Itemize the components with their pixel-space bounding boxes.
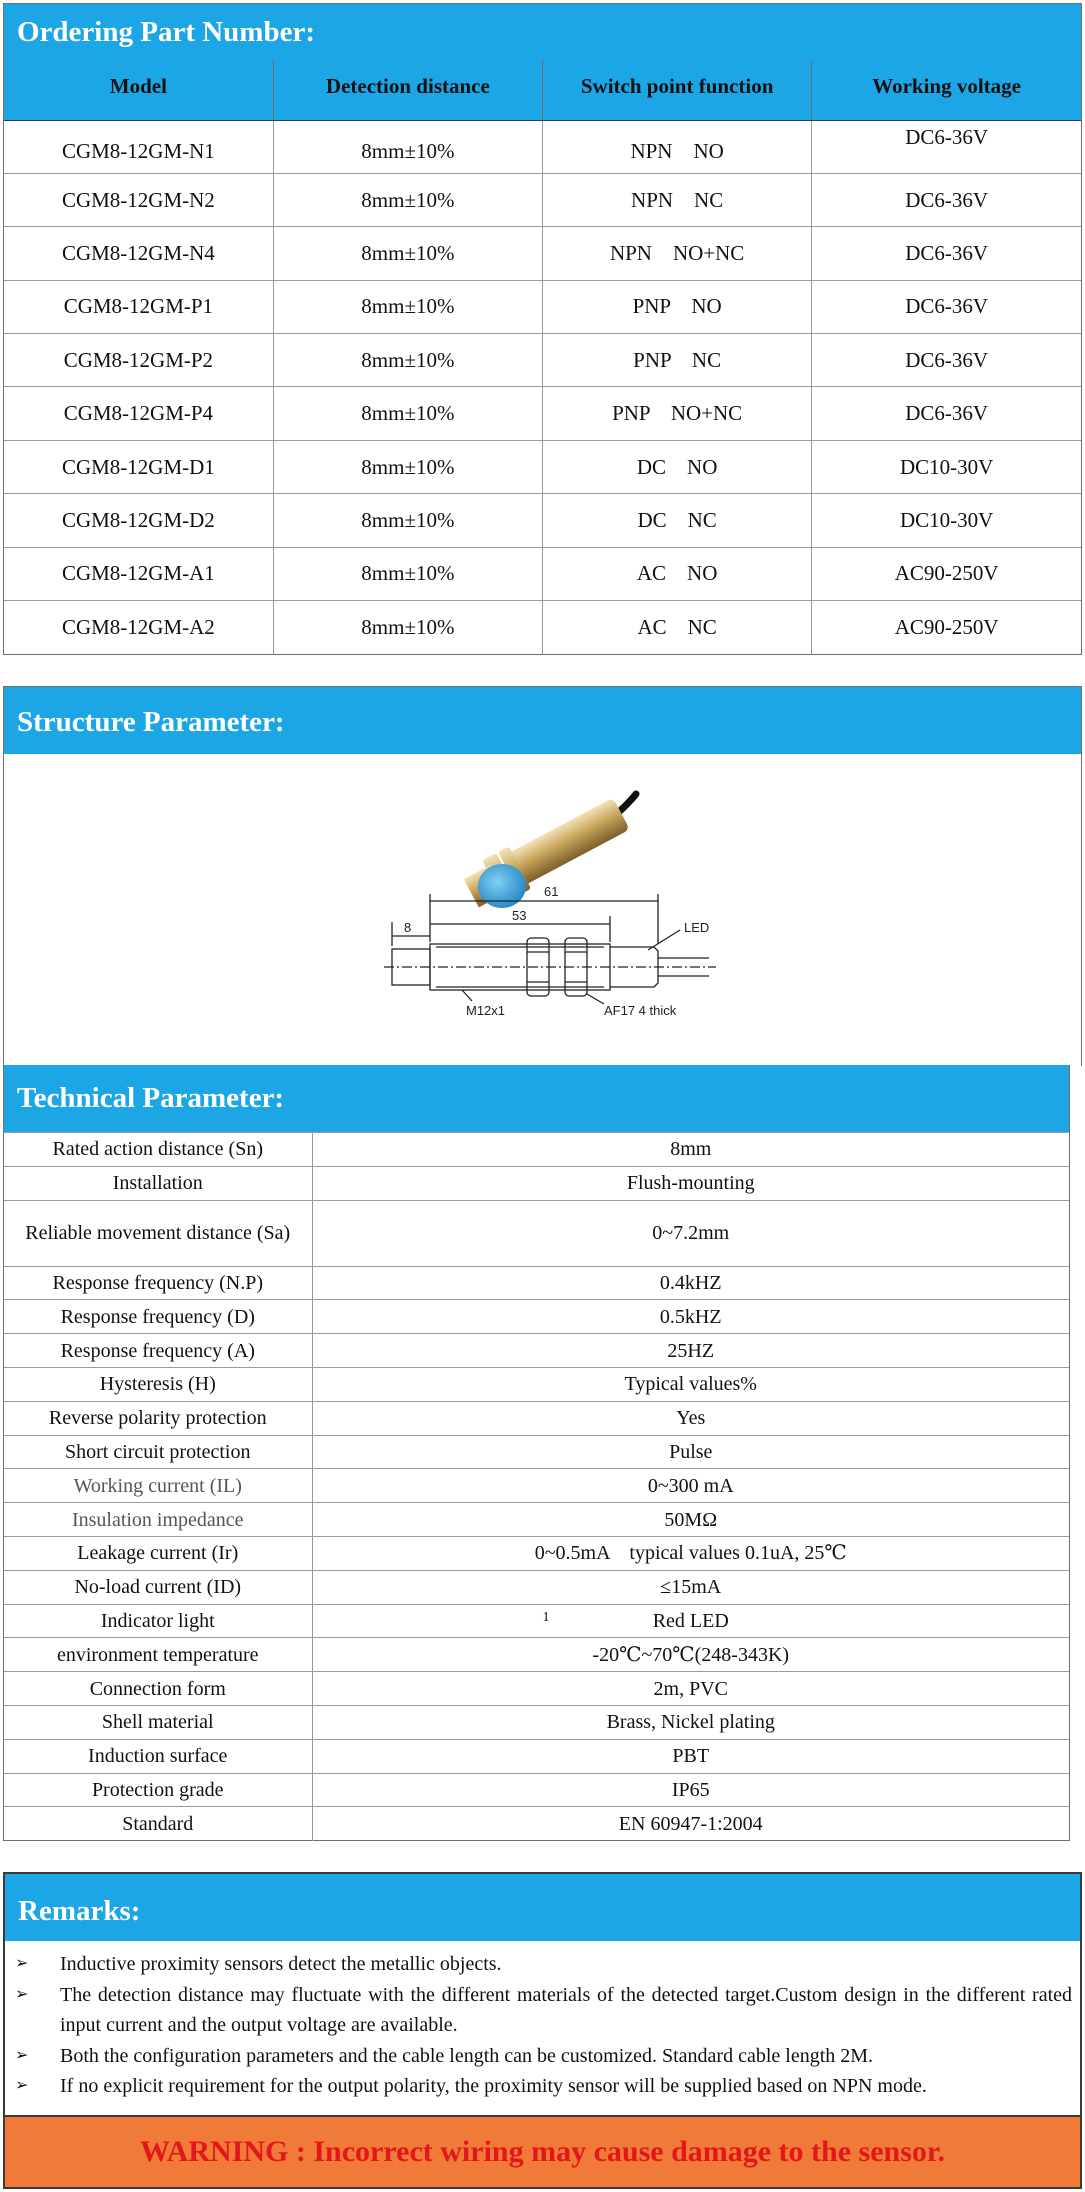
list-item bbox=[15, 1949, 1072, 1980]
param-value-text: PBT bbox=[672, 1745, 710, 1768]
detection-distance-cell: 8mm±10% bbox=[273, 547, 542, 600]
remarks-list bbox=[5, 1941, 1080, 2102]
param-label: No-load current (ID) bbox=[4, 1570, 312, 1604]
detection-distance-cell: 8mm±10% bbox=[273, 440, 542, 493]
param-value-text: Pulse bbox=[669, 1440, 713, 1463]
switch-function-cell: NPN NC bbox=[543, 173, 812, 226]
param-value-text: 50MΩ bbox=[664, 1508, 718, 1531]
detection-distance-cell: 8mm±10% bbox=[273, 227, 542, 280]
param-value-text: Brass, Nickel plating bbox=[606, 1711, 775, 1734]
switch-function-cell: DC NC bbox=[543, 494, 812, 547]
detection-distance-cell: 8mm±10% bbox=[273, 601, 542, 654]
param-value-text: Flush-mounting bbox=[626, 1172, 755, 1195]
param-label: Hysteresis (H) bbox=[4, 1367, 312, 1401]
dim-total: 61 bbox=[544, 884, 559, 899]
param-label: Standard bbox=[4, 1807, 312, 1841]
table-row bbox=[4, 1133, 1069, 1167]
working-voltage-cell: AC90-250V bbox=[812, 547, 1081, 600]
switch-function-cell: NPN NO+NC bbox=[543, 227, 812, 280]
param-label: Response frequency (A) bbox=[4, 1334, 312, 1368]
param-value-text: 0~7.2mm bbox=[652, 1222, 730, 1245]
table-row bbox=[4, 120, 1081, 173]
table-row bbox=[4, 1469, 1069, 1503]
table-row bbox=[4, 494, 1081, 547]
param-value bbox=[312, 1638, 1069, 1672]
param-value-text: -20℃~70℃(248-343K) bbox=[592, 1643, 790, 1666]
table-row bbox=[4, 1166, 1069, 1200]
param-label: Insulation impedance bbox=[4, 1503, 312, 1537]
param-value-text: 0~300 mA bbox=[647, 1474, 734, 1497]
table-row bbox=[4, 1435, 1069, 1469]
table-row bbox=[4, 547, 1081, 600]
param-label: Induction surface bbox=[4, 1739, 312, 1773]
param-value bbox=[312, 1435, 1069, 1469]
param-value bbox=[312, 1739, 1069, 1773]
table-row bbox=[4, 1570, 1069, 1604]
param-value-text: Red LED bbox=[652, 1609, 729, 1632]
param-value bbox=[312, 1266, 1069, 1300]
remarks-title: Remarks: bbox=[5, 1874, 1080, 1941]
param-value-text: IP65 bbox=[671, 1778, 710, 1801]
ordering-title: Ordering Part Number: bbox=[4, 4, 1081, 60]
table-row bbox=[4, 601, 1081, 654]
param-value-text: EN 60947-1:2004 bbox=[618, 1812, 763, 1835]
param-value bbox=[312, 1705, 1069, 1739]
param-value bbox=[312, 1166, 1069, 1200]
param-value bbox=[312, 1604, 1069, 1638]
param-label: Short circuit protection bbox=[4, 1435, 312, 1469]
detection-distance-cell: 8mm±10% bbox=[273, 494, 542, 547]
table-row bbox=[4, 1739, 1069, 1773]
working-voltage-cell: DC10-30V bbox=[812, 440, 1081, 493]
param-label: environment temperature bbox=[4, 1638, 312, 1672]
table-row bbox=[4, 387, 1081, 440]
dimension-drawing bbox=[384, 894, 716, 1004]
working-voltage-cell: DC6-36V bbox=[812, 280, 1081, 333]
param-value bbox=[312, 1200, 1069, 1266]
switch-function-cell: AC NC bbox=[543, 601, 812, 654]
param-value bbox=[312, 1300, 1069, 1334]
table-row bbox=[4, 1672, 1069, 1706]
model-cell: CGM8-12GM-P4 bbox=[4, 387, 273, 440]
dim-thread: 53 bbox=[512, 908, 527, 923]
arrow-bullet-icon: ➢ bbox=[15, 1955, 29, 1972]
table-row bbox=[4, 1773, 1069, 1807]
table-row bbox=[4, 227, 1081, 280]
dim-front: 8 bbox=[404, 920, 412, 935]
technical-table bbox=[4, 1132, 1069, 1841]
switch-function-cell: PNP NC bbox=[543, 334, 812, 387]
dim-nut-spec: AF17 4 thick bbox=[604, 1003, 677, 1018]
param-value-text: ≤15mA bbox=[660, 1576, 722, 1599]
structure-figure bbox=[4, 754, 1081, 1066]
working-voltage-cell: DC6-36V bbox=[812, 334, 1081, 387]
param-value bbox=[312, 1672, 1069, 1706]
switch-function-cell: PNP NO bbox=[543, 280, 812, 333]
working-voltage-cell: DC6-36V bbox=[812, 227, 1081, 280]
param-label: Shell material bbox=[4, 1705, 312, 1739]
arrow-bullet-icon: ➢ bbox=[15, 2077, 29, 2094]
table-row bbox=[4, 1401, 1069, 1435]
param-value-text: 0.4kHZ bbox=[659, 1271, 722, 1294]
model-cell: CGM8-12GM-A1 bbox=[4, 547, 273, 600]
sensor-drawing bbox=[4, 754, 1083, 1066]
param-label: Installation bbox=[4, 1166, 312, 1200]
param-label: Leakage current (Ir) bbox=[4, 1536, 312, 1570]
ordering-section bbox=[3, 3, 1082, 655]
col-switch-point-function: Switch point function bbox=[543, 60, 812, 120]
footnote-mark: 1 bbox=[542, 1609, 550, 1625]
dim-thread-spec: M12x1 bbox=[466, 1003, 506, 1018]
model-cell: CGM8-12GM-P2 bbox=[4, 334, 273, 387]
param-value-text: 2m, PVC bbox=[653, 1677, 728, 1700]
detection-distance-cell: 8mm±10% bbox=[273, 280, 542, 333]
param-value-text: 0.5kHZ bbox=[659, 1305, 722, 1328]
working-voltage-cell: DC6-36V bbox=[812, 173, 1081, 226]
param-value bbox=[312, 1133, 1069, 1167]
col-detection-distance: Detection distance bbox=[273, 60, 542, 120]
param-value bbox=[312, 1503, 1069, 1537]
working-voltage-cell: DC6-36V bbox=[905, 124, 989, 149]
detection-distance-cell: 8mm±10% bbox=[273, 173, 542, 226]
model-cell: CGM8-12GM-N1 bbox=[4, 120, 273, 173]
param-value bbox=[312, 1536, 1069, 1570]
remark-text: If no explicit requirement for the output polarity, the proximity sensor will be supplied based on NPN mode. bbox=[60, 2075, 927, 2097]
col-model: Model bbox=[4, 60, 273, 120]
table-row bbox=[4, 1705, 1069, 1739]
table-row bbox=[4, 1807, 1069, 1841]
detection-distance-cell: 8mm±10% bbox=[273, 334, 542, 387]
table-row bbox=[4, 1200, 1069, 1266]
param-value-text: 25HZ bbox=[667, 1339, 715, 1362]
dim-led: LED bbox=[684, 920, 710, 935]
model-cell: CGM8-12GM-P1 bbox=[4, 280, 273, 333]
param-label: Rated action distance (Sn) bbox=[4, 1133, 312, 1167]
param-label: Connection form bbox=[4, 1672, 312, 1706]
list-item bbox=[15, 1980, 1072, 2041]
table-row bbox=[4, 1367, 1069, 1401]
param-value bbox=[312, 1367, 1069, 1401]
structure-title: Structure Parameter: bbox=[4, 687, 1081, 754]
param-label: Reverse polarity protection bbox=[4, 1401, 312, 1435]
param-value bbox=[312, 1334, 1069, 1368]
ordering-header-row bbox=[4, 60, 1081, 120]
param-label: Indicator light bbox=[4, 1604, 312, 1638]
warning-banner: WARNING : Incorrect wiring may cause damage to the sensor. bbox=[5, 2115, 1080, 2187]
working-voltage-cell: AC90-250V bbox=[812, 601, 1081, 654]
switch-function-cell: PNP NO+NC bbox=[543, 387, 812, 440]
param-value-text: 0~0.5mA typical values 0.1uA, 25℃ bbox=[534, 1542, 847, 1565]
detection-distance-cell: 8mm±10% bbox=[273, 387, 542, 440]
arrow-bullet-icon: ➢ bbox=[15, 1985, 29, 2003]
model-cell: CGM8-12GM-D1 bbox=[4, 440, 273, 493]
table-row bbox=[4, 1503, 1069, 1537]
list-item bbox=[15, 2071, 1072, 2102]
model-cell: CGM8-12GM-N2 bbox=[4, 173, 273, 226]
table-row bbox=[4, 280, 1081, 333]
switch-function-cell: AC NO bbox=[543, 547, 812, 600]
model-cell: CGM8-12GM-A2 bbox=[4, 601, 273, 654]
technical-title: Technical Parameter: bbox=[4, 1065, 1069, 1132]
table-row bbox=[4, 1536, 1069, 1570]
param-value-text: Typical values% bbox=[624, 1373, 757, 1396]
table-row bbox=[4, 1300, 1069, 1334]
ordering-table bbox=[4, 60, 1081, 654]
remark-text: The detection distance may fluctuate with the different materials of the detected target.Custom design in the different rated input current and the output voltage are available. bbox=[60, 1983, 1072, 2036]
switch-function-cell: NPN NO bbox=[543, 120, 812, 173]
table-row bbox=[4, 173, 1081, 226]
param-value bbox=[312, 1570, 1069, 1604]
param-value bbox=[312, 1469, 1069, 1503]
detection-distance-cell: 8mm±10% bbox=[273, 120, 542, 173]
table-row bbox=[4, 1334, 1069, 1368]
param-value-text: 8mm bbox=[670, 1138, 712, 1161]
list-item bbox=[15, 2041, 1072, 2072]
table-row bbox=[4, 1638, 1069, 1672]
param-value-text: Yes bbox=[676, 1407, 706, 1430]
param-label: Reliable movement distance (Sa) bbox=[4, 1200, 312, 1266]
working-voltage-cell: DC10-30V bbox=[812, 494, 1081, 547]
structure-section bbox=[3, 686, 1082, 1066]
arrow-bullet-icon: ➢ bbox=[15, 2046, 29, 2064]
param-value bbox=[312, 1807, 1069, 1841]
model-cell: CGM8-12GM-D2 bbox=[4, 494, 273, 547]
param-label: Protection grade bbox=[4, 1773, 312, 1807]
param-label: Response frequency (N.P) bbox=[4, 1266, 312, 1300]
working-voltage-cell: DC6-36V bbox=[812, 387, 1081, 440]
table-row bbox=[4, 334, 1081, 387]
param-value bbox=[312, 1773, 1069, 1807]
remark-text: Both the configuration parameters and the cable length can be customized. Standard cable length 2M. bbox=[60, 2044, 874, 2067]
param-label: Response frequency (D) bbox=[4, 1300, 312, 1334]
switch-function-cell: DC NO bbox=[543, 440, 812, 493]
param-label: Working current (IL) bbox=[4, 1469, 312, 1503]
param-value bbox=[312, 1401, 1069, 1435]
table-row bbox=[4, 1604, 1069, 1638]
col-working-voltage: Working voltage bbox=[812, 60, 1081, 120]
table-row bbox=[4, 440, 1081, 493]
remarks-section bbox=[3, 1872, 1082, 2189]
remark-text: Inductive proximity sensors detect the metallic objects. bbox=[60, 1953, 502, 1975]
table-row bbox=[4, 1266, 1069, 1300]
model-cell: CGM8-12GM-N4 bbox=[4, 227, 273, 280]
technical-section bbox=[3, 1065, 1070, 1841]
